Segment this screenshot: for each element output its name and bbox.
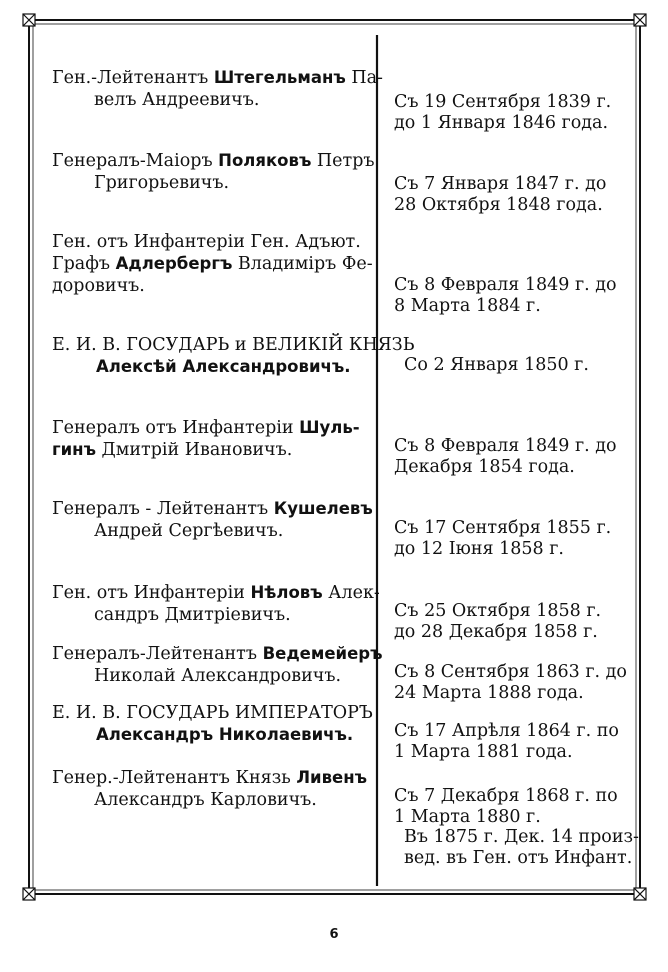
period-line: Съ 17 Сентября 1855 г. bbox=[394, 518, 612, 538]
period-line: Съ 8 Сентября 1863 г. до bbox=[394, 662, 627, 682]
entry-name bbox=[52, 417, 360, 461]
name-line bbox=[52, 724, 373, 746]
entry-period bbox=[394, 721, 619, 762]
surname-bold: Александръ Николаевичъ. bbox=[96, 725, 354, 744]
name-text: Алек- bbox=[322, 583, 380, 603]
corner-ornament-top-right bbox=[634, 14, 646, 26]
name-text: Е. И. В. ГОСУДАРЬ и ВЕЛИКІЙ КНЯЗЬ bbox=[52, 335, 415, 355]
entry-name bbox=[52, 334, 415, 378]
name-text: Генер.-Лейтенантъ Князь bbox=[52, 768, 297, 788]
name-text: Генералъ - Лейтенантъ bbox=[52, 499, 274, 519]
entry-period bbox=[394, 518, 611, 559]
surname-bold: Ливенъ bbox=[296, 768, 368, 787]
surname-bold: Штегельманъ bbox=[213, 68, 346, 87]
name-text: Петръ bbox=[311, 151, 375, 171]
name-text: Дмитрій Ивановичъ. bbox=[95, 440, 293, 460]
period-line: 1 Марта 1881 года. bbox=[394, 741, 573, 762]
surname-bold: Шуль- bbox=[299, 418, 360, 437]
corner-ornament-top-left bbox=[23, 14, 35, 26]
name-text: Е. И. В. ГОСУДАРЬ ИМПЕРАТОРЪ bbox=[52, 703, 373, 723]
entry-period bbox=[394, 174, 606, 215]
name-line bbox=[52, 604, 380, 626]
page-number: 6 bbox=[329, 927, 339, 942]
period-line: 8 Марта 1884 г. bbox=[394, 295, 541, 316]
name-line bbox=[52, 702, 373, 724]
entry-period bbox=[394, 92, 611, 133]
surname-bold: Кушелевъ bbox=[273, 499, 373, 518]
entry-name bbox=[52, 582, 380, 626]
entry-period bbox=[394, 355, 589, 376]
corner-ornament-bottom-left bbox=[23, 888, 35, 900]
name-text: Ген. отъ Инфантеріи Ген. Адъют. bbox=[52, 232, 361, 252]
name-text: Генералъ-Маіоръ bbox=[52, 151, 219, 171]
period-line: вед. въ Ген. отъ Инфант. bbox=[404, 847, 633, 868]
name-line bbox=[52, 665, 383, 687]
name-line bbox=[52, 334, 415, 356]
period-line: Въ 1875 г. Дек. 14 произ- bbox=[404, 827, 639, 847]
name-line bbox=[52, 172, 375, 194]
entry-period bbox=[394, 275, 617, 316]
name-line bbox=[52, 275, 373, 297]
name-line bbox=[52, 89, 383, 111]
surname-bold: Алексѣй Александровичъ. bbox=[96, 357, 351, 376]
period-line: до 12 Іюня 1858 г. bbox=[394, 538, 564, 559]
entry-period bbox=[394, 662, 627, 703]
entry-period bbox=[394, 436, 617, 477]
period-line: 24 Марта 1888 года. bbox=[394, 682, 584, 703]
surname-bold: Нѣловъ bbox=[250, 583, 323, 602]
name-text: Па- bbox=[345, 68, 383, 88]
period-line: Съ 8 Февраля 1849 г. до bbox=[394, 436, 617, 456]
entry-name bbox=[52, 231, 373, 297]
entry-period bbox=[394, 786, 639, 868]
name-text: Ген.-Лейтенантъ bbox=[52, 68, 214, 88]
corner-ornament-bottom-right bbox=[634, 888, 646, 900]
name-text: Александръ Карловичъ. bbox=[94, 790, 317, 810]
name-line bbox=[52, 789, 367, 811]
entry-name bbox=[52, 150, 375, 194]
name-text: Николай Александровичъ. bbox=[94, 666, 342, 686]
period-line: до 28 Декабря 1858 г. bbox=[394, 621, 598, 642]
period-line: Съ 17 Апрѣля 1864 г. по bbox=[394, 721, 619, 741]
entry-name bbox=[52, 702, 373, 746]
period-line: Декабря 1854 года. bbox=[394, 456, 575, 477]
name-text: доровичъ. bbox=[52, 276, 145, 296]
period-line: 1 Марта 1880 г. bbox=[394, 806, 541, 827]
name-text: Генералъ-Лейтенантъ bbox=[52, 644, 263, 664]
name-line bbox=[52, 520, 373, 542]
period-line: Съ 7 Января 1847 г. до bbox=[394, 174, 607, 194]
entry-name bbox=[52, 767, 367, 811]
name-line bbox=[52, 150, 375, 172]
period-line: Съ 7 Декабря 1868 г. по bbox=[394, 786, 618, 806]
name-text: сандръ Дмитріевичъ. bbox=[94, 605, 291, 625]
name-text: Григорьевичъ. bbox=[94, 173, 230, 193]
period-line: 28 Октября 1848 года. bbox=[394, 194, 603, 215]
entry-name bbox=[52, 643, 383, 687]
name-text: Генералъ отъ Инфантеріи bbox=[52, 418, 300, 438]
surname-bold: Ведемейеръ bbox=[262, 644, 383, 663]
name-text: велъ Андреевичъ. bbox=[94, 90, 260, 110]
period-line: Со 2 Января 1850 г. bbox=[404, 355, 589, 375]
name-text: Андрей Сергѣевичъ. bbox=[94, 521, 284, 541]
name-line bbox=[52, 67, 383, 89]
name-text: Владиміръ Фе- bbox=[232, 254, 373, 274]
name-line bbox=[52, 253, 373, 275]
surname-bold: Поляковъ bbox=[218, 151, 312, 170]
entry-name bbox=[52, 67, 383, 111]
name-line bbox=[52, 498, 373, 520]
name-line bbox=[52, 582, 380, 604]
period-line: Съ 8 Февраля 1849 г. до bbox=[394, 275, 617, 295]
name-line bbox=[52, 231, 373, 253]
name-line bbox=[52, 356, 415, 378]
name-text: Ген. отъ Инфантеріи bbox=[52, 583, 251, 603]
name-line bbox=[52, 417, 360, 439]
period-line: до 1 Января 1846 года. bbox=[394, 112, 609, 133]
period-line: Съ 19 Сентября 1839 г. bbox=[394, 92, 612, 112]
name-line bbox=[52, 767, 367, 789]
period-line: Съ 25 Октября 1858 г. bbox=[394, 601, 602, 621]
name-line bbox=[52, 439, 360, 461]
surname-bold: гинъ bbox=[52, 440, 96, 459]
name-line bbox=[52, 643, 383, 665]
surname-bold: Адлербергъ bbox=[115, 254, 233, 273]
entry-period bbox=[394, 601, 601, 642]
entry-name bbox=[52, 498, 373, 542]
name-text: Графъ bbox=[52, 254, 116, 274]
